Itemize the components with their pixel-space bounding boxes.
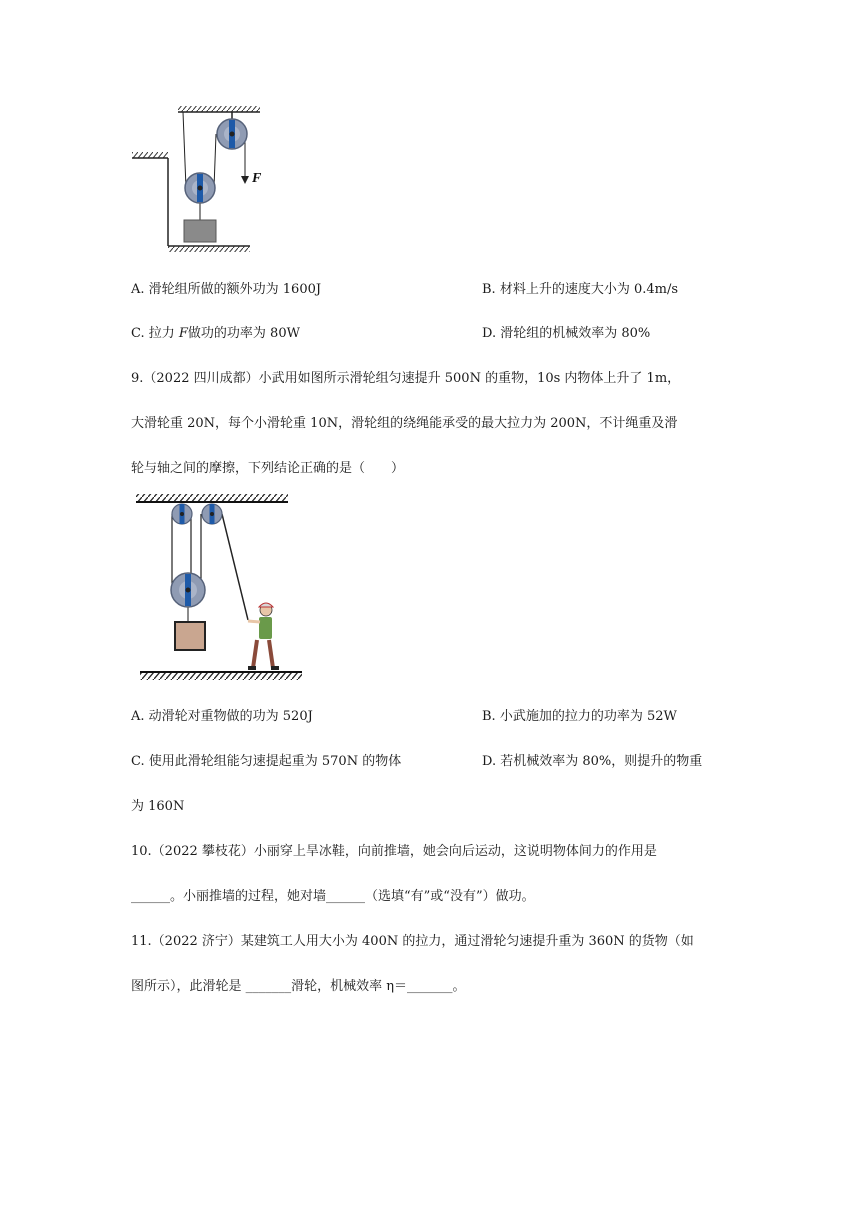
q9-pulley-figure xyxy=(130,490,310,690)
q8-option-c-var: F xyxy=(178,326,188,341)
q8-option-b: B. 材料上升的速度大小为 0.4m/s xyxy=(482,282,679,297)
q8-option-c xyxy=(131,322,300,341)
q9-option-a: A. 动滑轮对重物做的功为 520J xyxy=(131,709,313,724)
q9-stem-line-1: 9.（2022 四川成都）小武用如图所示滑轮组匀速提升 500N 的重物，10s 内物体上升了 1m， xyxy=(131,371,681,386)
q8-option-c-suffix: 做功的功率为 80W xyxy=(187,326,300,341)
force-label: F xyxy=(252,171,262,186)
q8-option-a: A. 滑轮组所做的额外功为 1600J xyxy=(131,282,322,297)
q9-option-b: B. 小武施加的拉力的功率为 52W xyxy=(482,709,677,724)
q10-stem-line-1: 10.（2022 攀枝花）小丽穿上旱冰鞋，向前推墙，她会向后运动，这说明物体间力的作用是 xyxy=(131,844,657,859)
worker-figure xyxy=(248,603,279,670)
q11-stem-line-1: 11.（2022 济宁）某建筑工人用大小为 400N 的拉力，通过滑轮匀速提升重为 360N 的货物（如 xyxy=(131,934,694,949)
q11-stem-line-2: 图所示），此滑轮是 _______滑轮，机械效率 η＝_______。 xyxy=(131,979,466,994)
q8-pulley-figure xyxy=(128,104,278,260)
q9-stem-line-3: 轮与轴之间的摩擦，下列结论正确的是（ ） xyxy=(131,461,405,476)
q9-option-c: C. 使用此滑轮组能匀速提起重为 570N 的物体 xyxy=(131,754,402,769)
q9-stem-line-2: 大滑轮重 20N，每个小滑轮重 10N，滑轮组的绕绳能承受的最大拉力为 200N，不计绳重及滑 xyxy=(131,416,678,431)
q8-option-c-prefix: C. 拉力 xyxy=(131,326,179,341)
q9-option-d-continued: 为 160N xyxy=(131,799,185,814)
q9-option-d: D. 若机械效率为 80%，则提升的物重 xyxy=(482,754,703,769)
q8-option-d: D. 滑轮组的机械效率为 80% xyxy=(482,326,651,341)
q10-stem-line-2: ______。小丽推墙的过程，她对墙______（选填“有”或“没有”）做功。 xyxy=(131,889,535,904)
